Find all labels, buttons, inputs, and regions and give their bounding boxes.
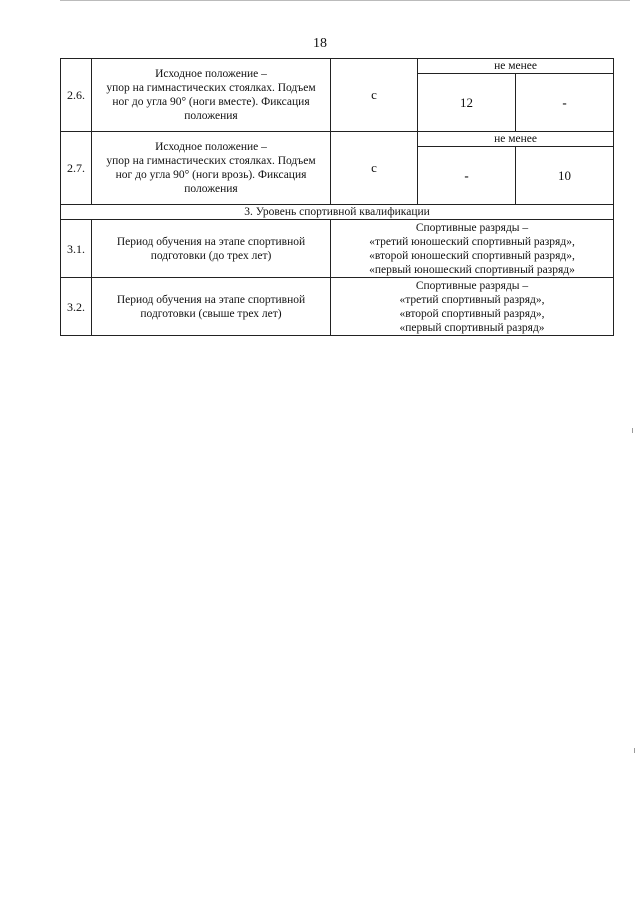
ranks-line: «первый спортивный разряд» <box>399 321 545 334</box>
exercise-line: положения <box>184 110 238 122</box>
unit-cell: с <box>331 59 418 132</box>
table-row-3-2 <box>61 278 614 336</box>
row-number: 2.6. <box>61 59 92 132</box>
exercise-line: Исходное положение – <box>155 141 267 153</box>
exercise-line: положения <box>184 183 238 195</box>
page-number: 18 <box>313 36 327 51</box>
row-number: 2.7. <box>61 132 92 205</box>
exercise-description <box>92 59 331 132</box>
value-girls: - <box>516 74 614 132</box>
row-number: 3.1. <box>61 220 92 278</box>
training-period <box>92 278 331 336</box>
table-row-2-6 <box>61 59 614 74</box>
table-row-2-7 <box>61 132 614 147</box>
unit-cell: с <box>331 132 418 205</box>
period-line: Период обучения на этапе спортивной <box>116 293 306 306</box>
period-line: подготовки (до трех лет) <box>150 249 272 262</box>
exercise-line: упор на гимнастических стоялках. Подъем <box>106 82 316 94</box>
period-line: Период обучения на этапе спортивной <box>116 235 306 248</box>
scan-artifact <box>634 748 635 753</box>
norm-header: не менее <box>418 132 614 147</box>
section-3-title: 3. Уровень спортивной квалификации <box>61 205 614 220</box>
ranks-line: «второй спортивный разряд», <box>399 307 545 320</box>
period-line: подготовки (свыше трех лет) <box>140 307 282 320</box>
ranks-line: «третий юношеский спортивный разряд», <box>369 235 575 248</box>
table-row-3-1 <box>61 220 614 278</box>
ranks-line: «второй юношеский спортивный разряд», <box>369 249 575 262</box>
row-number: 3.2. <box>61 278 92 336</box>
value-boys: 12 <box>418 74 516 132</box>
norm-header: не менее <box>418 59 614 74</box>
exercise-description <box>92 132 331 205</box>
sport-ranks <box>331 220 614 278</box>
ranks-line: «первый юношеский спортивный разряд» <box>369 263 575 276</box>
scan-top-edge-line <box>60 0 630 1</box>
exercise-line: ног до угла 90° (ноги врозь). Фиксация <box>115 169 307 181</box>
ranks-line: Спортивные разряды – <box>415 221 529 234</box>
value-boys: - <box>418 147 516 205</box>
scan-artifact <box>632 428 633 433</box>
exercise-line: ног до угла 90° (ноги вместе). Фиксация <box>112 96 310 108</box>
exercise-line: Исходное положение – <box>155 68 267 80</box>
training-period <box>92 220 331 278</box>
value-girls: 10 <box>516 147 614 205</box>
standards-table <box>60 58 614 336</box>
section-3-row <box>61 205 614 220</box>
exercise-line: упор на гимнастических стоялках. Подъем <box>106 155 316 167</box>
sport-ranks <box>331 278 614 336</box>
ranks-line: Спортивные разряды – <box>415 279 529 292</box>
ranks-line: «третий спортивный разряд», <box>399 293 545 306</box>
